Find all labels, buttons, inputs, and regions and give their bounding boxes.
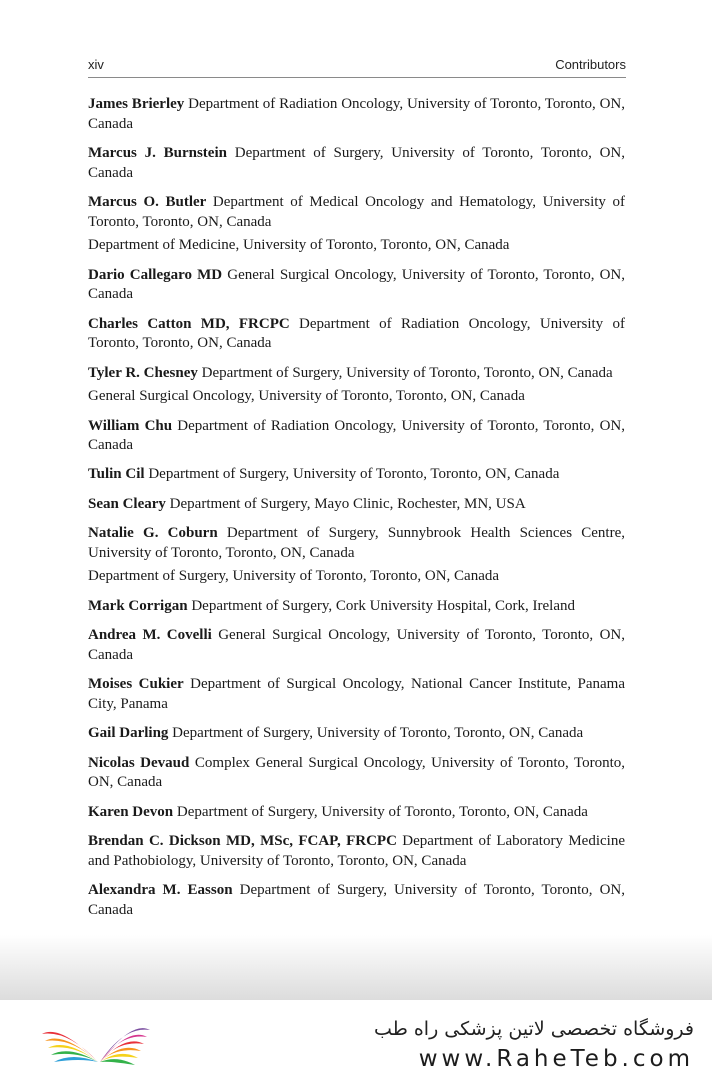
contributor-name: Nicolas Devaud (88, 754, 190, 771)
contributor-primary (88, 754, 625, 793)
contributor-affiliation: Department of Surgery, University of Toronto, Toronto, ON, Canada (88, 144, 626, 181)
contributor-primary (88, 315, 625, 354)
section-title: Contributors (555, 57, 626, 72)
contributor-primary (88, 417, 625, 456)
contributor-entry (88, 754, 625, 793)
store-name: فروشگاه تخصصی لاتین پزشکی راه طب (374, 1018, 694, 1040)
contributor-entry (88, 266, 625, 305)
page-bottom-shadow (0, 935, 712, 1000)
contributor-name: William Chu (88, 417, 173, 434)
contributor-name: Dario Callegaro MD (88, 266, 223, 283)
contributor-entry (88, 495, 625, 515)
contributor-entry (88, 803, 625, 823)
contributor-affiliation: Department of Surgery, University of Toronto, Toronto, ON, Canada (172, 725, 584, 742)
contributor-name: Karen Devon (88, 803, 174, 820)
contributor-entry (88, 465, 625, 485)
contributor-primary (88, 524, 625, 563)
contributor-entry (88, 417, 625, 456)
contributor-affiliation: Department of Surgery, Mayo Clinic, Rochester, MN, USA (169, 495, 526, 512)
contributor-primary (88, 465, 625, 485)
store-url[interactable]: www.RaheTeb.com (418, 1046, 694, 1072)
contributor-primary (88, 724, 625, 744)
contributor-affiliation: Department of Laboratory Medicine and Pathobiology, University of Toronto, Toronto, ON, Canada (88, 832, 625, 869)
contributor-affiliation: General Surgical Oncology, University of Toronto, Toronto, ON, Canada (88, 388, 525, 405)
contributor-affiliation: Department of Surgery, University of Toronto, Toronto, ON, Canada (176, 803, 588, 820)
page-number: xiv (88, 57, 104, 72)
store-footer (0, 1000, 712, 1079)
contributor-entry (88, 524, 625, 587)
contributor-affiliation: Department of Radiation Oncology, University of Toronto, Toronto, ON, Canada (88, 417, 625, 454)
contributor-affiliation: Department of Surgery, Sunnybrook Health Sciences Centre, University of Toronto, Toronto, ON, Canada (88, 525, 626, 561)
contributors-list (88, 95, 625, 930)
contributor-primary (88, 597, 625, 617)
contributor-name: Tulin Cil (88, 466, 145, 483)
contributor-primary (88, 881, 625, 920)
contributor-entry (88, 597, 625, 617)
contributor-name: Gail Darling (88, 725, 169, 742)
contributor-primary (88, 144, 625, 183)
contributor-entry (88, 626, 625, 665)
contributor-primary (88, 364, 625, 384)
contributor-affiliation: Department of Surgery, University of Toronto, Toronto, ON, Canada (148, 466, 560, 483)
contributor-entry (88, 832, 625, 871)
contributor-affiliation: Department of Radiation Oncology, University of Toronto, Toronto, ON, Canada (88, 315, 625, 352)
contributor-name: Alexandra M. Easson (88, 881, 233, 898)
contributor-primary (88, 803, 625, 823)
contributor-name: Marcus J. Burnstein (88, 144, 227, 161)
contributor-affiliation: Department of Surgery, University of Toronto, Toronto, ON, Canada (88, 881, 626, 918)
contributor-name: James Brierley (88, 96, 185, 112)
contributor-affiliation: Department of Medicine, University of Toronto, Toronto, ON, Canada (88, 237, 510, 254)
page-header (88, 55, 626, 78)
contributor-name: Marcus O. Butler (88, 193, 207, 210)
contributor-affiliation: Department of Medical Oncology and Hematology, University of Toronto, Toronto, ON, Canada (88, 193, 625, 230)
contributor-affiliation: Department of Surgery, Cork University Hospital, Cork, Ireland (191, 597, 575, 614)
contributor-entry (88, 193, 625, 256)
contributor-entry (88, 675, 625, 714)
contributor-primary (88, 626, 625, 665)
contributor-name: Andrea M. Covelli (88, 627, 212, 644)
open-book-logo-icon (38, 1012, 160, 1068)
contributor-entry (88, 144, 625, 183)
logo-page-right (100, 1041, 144, 1062)
contributor-entry (88, 95, 625, 134)
contributor-primary (88, 675, 625, 714)
contributor-name: Charles Catton MD, FRCPC (88, 315, 290, 332)
contributor-entry (88, 315, 625, 354)
contributor-name: Sean Cleary (88, 495, 166, 512)
contributor-primary (88, 193, 625, 232)
contributor-affiliation: Department of Radiation Oncology, University of Toronto, Toronto, ON, Canada (88, 96, 626, 132)
contributor-affiliation: General Surgical Oncology, University of Toronto, Toronto, ON, Canada (88, 266, 625, 303)
contributor-name: Moises Cukier (88, 676, 184, 693)
contributor-entry (88, 364, 625, 407)
logo-page-left (54, 1057, 98, 1062)
contributor-affiliation: General Surgical Oncology, University of Toronto, Toronto, ON, Canada (88, 627, 625, 663)
logo-page-right (100, 1059, 135, 1065)
contributor-entry (88, 881, 625, 920)
contributor-affiliation: Department of Surgery, University of Toronto, Toronto, ON, Canada (201, 364, 613, 381)
contributor-primary (88, 832, 625, 871)
contributor-primary (88, 95, 625, 134)
contributor-primary (88, 266, 625, 305)
contributor-name: Tyler R. Chesney (88, 364, 198, 381)
contributor-affiliation: Department of Surgical Oncology, National Cancer Institute, Panama City, Panama (88, 676, 625, 712)
contributor-entry (88, 724, 625, 744)
contributor-name: Brendan C. Dickson MD, MSc, FCAP, FRCPC (88, 832, 397, 849)
contributor-name: Natalie G. Coburn (88, 525, 218, 542)
contributor-affiliation: Department of Surgery, University of Toronto, Toronto, ON, Canada (88, 568, 500, 585)
contributor-primary (88, 495, 625, 515)
contributor-name: Mark Corrigan (88, 597, 188, 614)
contributor-affiliation: Complex General Surgical Oncology, University of Toronto, Toronto, ON, Canada (88, 754, 626, 791)
logo-page-right (100, 1028, 150, 1062)
